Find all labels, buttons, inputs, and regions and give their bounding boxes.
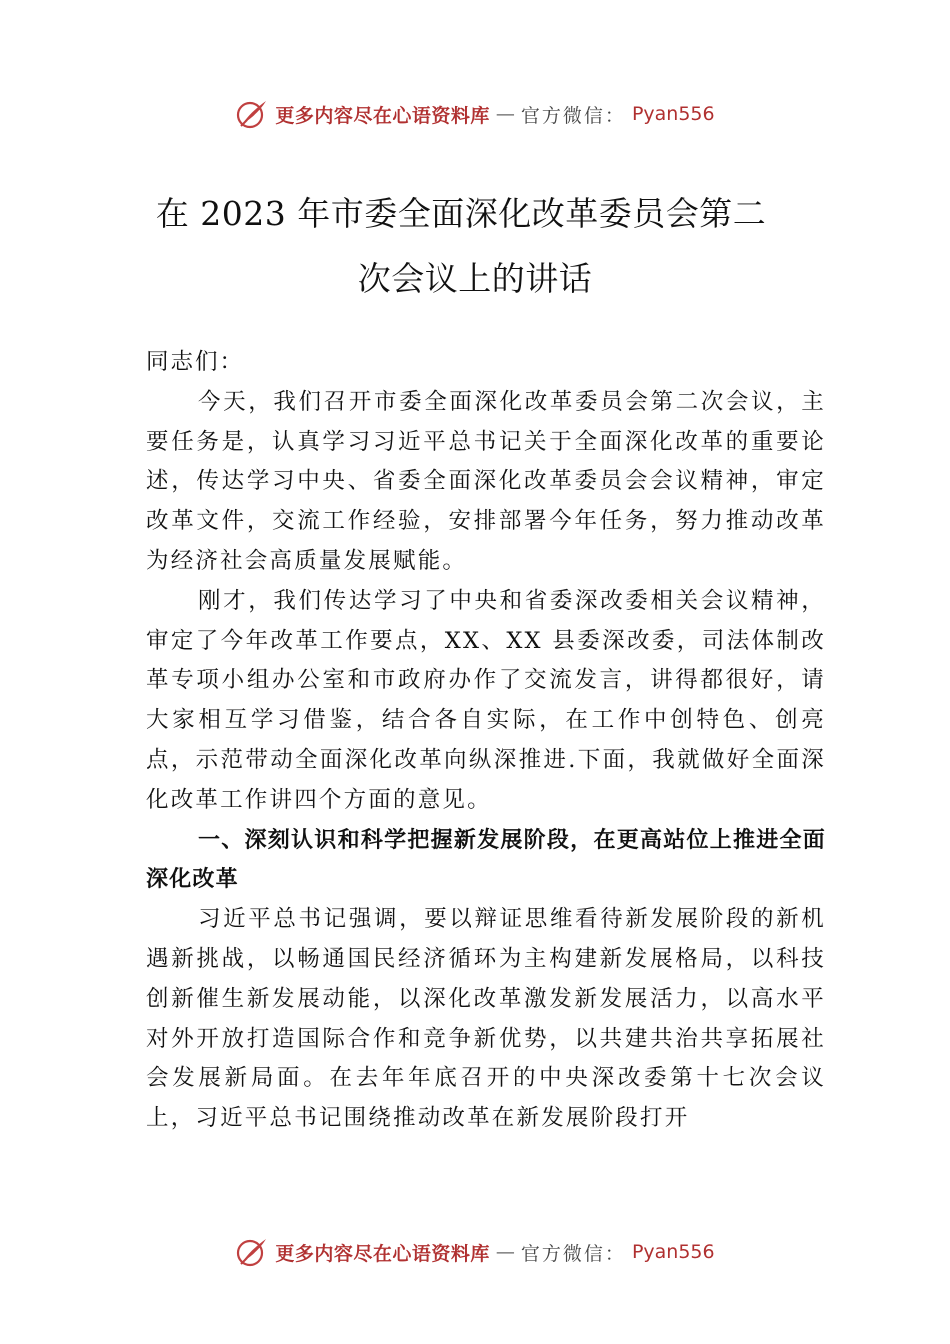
- watermark-dash: —: [495, 1241, 515, 1263]
- paragraph-3: 习近平总书记强调，要以辩证思维看待新发展阶段的新机遇新挑战，以畅通国民经济循环为主构建新发展格局，以科技创新催生新发展动能，以深化改革激发新发展活力，以高水平对外开放打造国际合作和竞争新优势，以共建共治共享拓展社会发展新局面。在去年年底召开的中央深改委第十七次会议上，习近平总书记围绕推动改革在新发展阶段打开: [146, 906, 826, 1132]
- watermark-wechat-id: Pyan556: [631, 1241, 715, 1263]
- watermark-text: 更多内容尽在心语资料库: [275, 104, 490, 127]
- document-body: [146, 343, 826, 1139]
- quill-pen-logo-icon: [235, 1235, 269, 1269]
- header-watermark: [0, 94, 950, 134]
- salutation: 同志们：: [146, 349, 245, 375]
- paragraph-1: 今天，我们召开市委全面深化改革委员会第二次会议，主要任务是，认真学习习近平总书记关于全面深化改革的重要论述，传达学习中央、省委全面深化改革委员会会议精神，审定改革文件，交流工作经验，安排部署今年任务，努力推动改革为经济社会高质量发展赋能。: [146, 388, 826, 574]
- watermark-dash: —: [495, 103, 515, 125]
- quill-pen-logo-icon: [235, 97, 269, 131]
- document-title-line-2: 次会议上的讲话: [357, 259, 593, 298]
- footer-watermark: [0, 1232, 950, 1272]
- paragraph-2: 刚才，我们传达学习了中央和省委深改委相关会议精神，审定了今年改革工作要点，XX、XX 县委深改委，司法体制改革专项小组办公室和市政府办作了交流发言，讲得都很好，请大家相互学习借鉴，结合各自实际，在工作中创特色、创亮点，示范带动全面深化改革向纵深推进.下面，我就做好全面深化改革工作讲四个方面的意见。: [146, 587, 826, 813]
- watermark-wechat-label: 官方微信：: [520, 104, 626, 127]
- watermark-wechat-label: 官方微信：: [520, 1242, 626, 1265]
- section-heading-1: 一、深刻认识和科学把握新发展阶段，在更高站位上推进全面深化改革: [146, 827, 826, 893]
- watermark-text: 更多内容尽在心语资料库: [275, 1242, 490, 1265]
- document-title-line-1: 在 2023 年市委全面深化改革委员会第二: [155, 194, 767, 233]
- watermark-wechat-id: Pyan556: [631, 103, 715, 125]
